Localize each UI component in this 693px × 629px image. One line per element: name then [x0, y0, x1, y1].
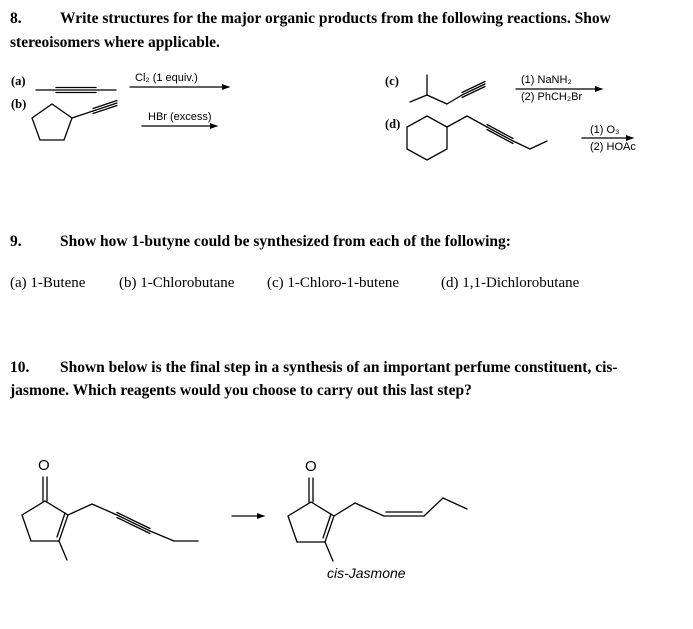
q8-text-line1: Write structures for the major organic products from the following reactions. Show	[60, 10, 611, 27]
q9-option-b: (b) 1-Chlorobutane	[119, 275, 235, 291]
q10-product-name: cis-Jasmone	[327, 565, 406, 581]
q10-number: 10.	[10, 359, 30, 376]
q8c-label: (c)	[385, 74, 399, 88]
q10-start-oxygen-label: O	[38, 457, 50, 474]
q10-product-oxygen-label: O	[305, 458, 317, 475]
q8b-label: (b)	[11, 97, 27, 111]
q9-option-c: (c) 1-Chloro-1-butene	[267, 275, 400, 291]
q9-text: Show how 1-butyne could be synthesized from each of the following:	[60, 233, 511, 250]
q8c-substrate-structure	[410, 75, 485, 104]
q8-number: 8.	[10, 10, 22, 27]
q10-cis-jasmone-structure	[288, 478, 467, 561]
q8b-substrate-structure	[32, 101, 117, 141]
q8c-reagent-2: (2) PhCH₂Br	[521, 91, 583, 103]
q8b-reagent: HBr (excess)	[148, 111, 212, 123]
q8a-reagent: Cl₂ (1 equiv.)	[135, 72, 198, 84]
q8a-label: (a)	[11, 74, 26, 88]
q8-text-line2: stereoisomers where applicable.	[10, 34, 220, 51]
q8d-reagent-2: (2) HOAc	[590, 141, 636, 153]
q9-number: 9.	[10, 233, 22, 250]
q8d-label: (d)	[385, 117, 401, 131]
q10-text-line2: jasmone. Which reagents would you choose to carry out this last step?	[10, 382, 472, 399]
q10-text-line1: Shown below is the final step in a synthesis of an important perfume constituent, cis-	[60, 359, 618, 376]
q8c-reagent-1: (1) NaNH₂	[521, 74, 572, 86]
q8d-substrate-structure	[407, 116, 547, 160]
q8a-substrate-structure	[36, 88, 116, 93]
q8d-reagent-1: (1) O₃	[590, 124, 620, 136]
q10-starting-material-structure	[22, 477, 198, 560]
q9-option-a: (a) 1-Butene	[10, 275, 86, 291]
q9-option-d: (d) 1,1-Dichlorobutane	[441, 275, 580, 291]
